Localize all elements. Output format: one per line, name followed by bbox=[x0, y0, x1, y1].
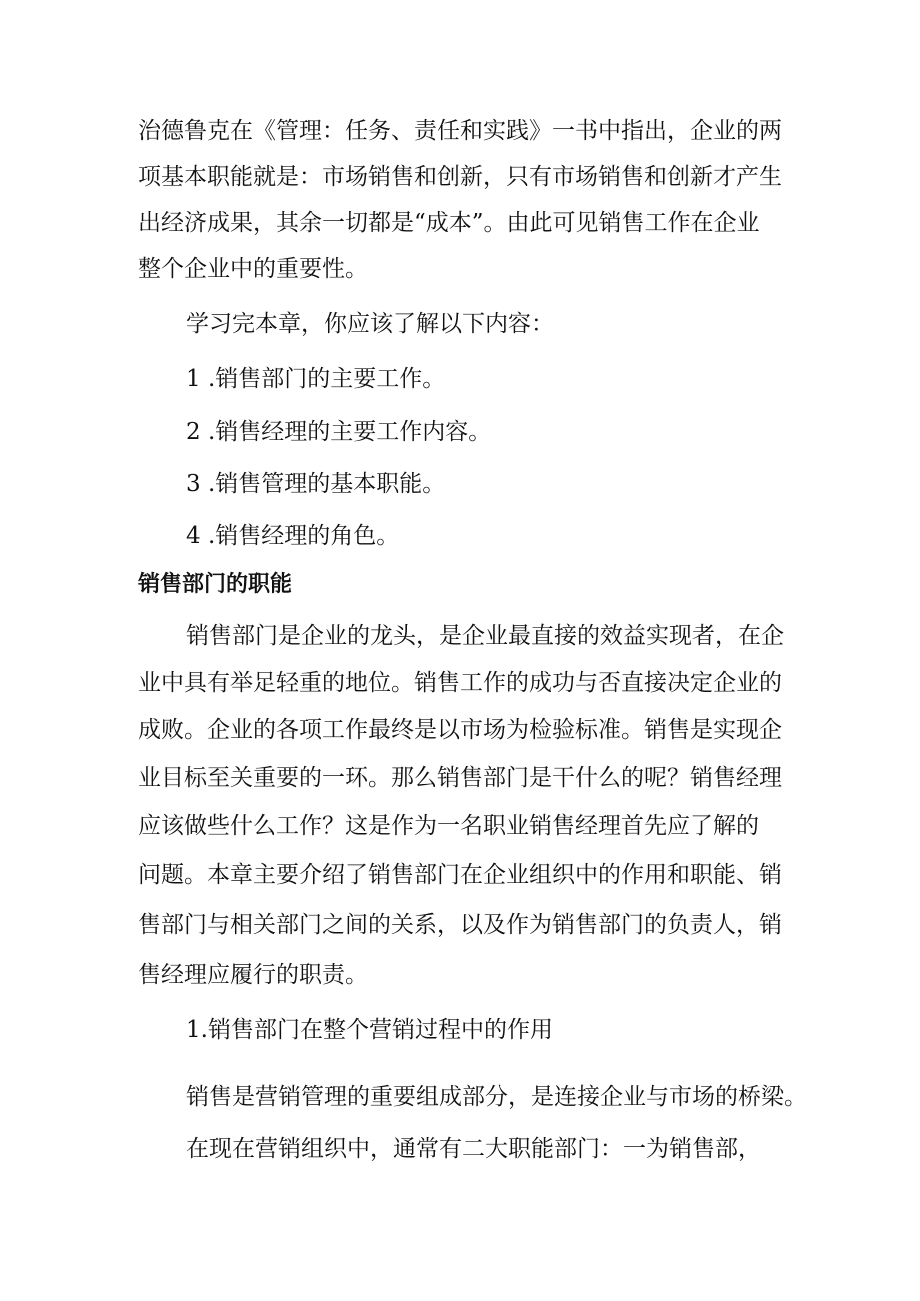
objective-item-2: 2 .销售经理的主要工作内容。 bbox=[186, 419, 492, 445]
objective-item-4: 4 .销售经理的角色。 bbox=[186, 523, 400, 549]
section-line-7: 售部门与相关部门之间的关系，以及作为销售部门的负责人，销 bbox=[138, 912, 782, 938]
objective-item-1: 1 .销售部门的主要工作。 bbox=[186, 366, 446, 392]
intro-line-3: 出经济成果，其余一切都是“成本”。由此可见销售工作在企业 bbox=[138, 210, 760, 236]
section-line-1: 销售部门是企业的龙头，是企业最直接的效益实现者，在企 bbox=[186, 623, 784, 649]
intro-line-4: 整个企业中的重要性。 bbox=[138, 256, 368, 282]
sub-line-1: 销售是营销管理的重要组成部分，是连接企业与市场的桥梁。 bbox=[186, 1084, 807, 1110]
section-line-2: 业中具有举足轻重的地位。销售工作的成功与否直接决定企业的 bbox=[138, 670, 782, 696]
section-heading: 销售部门的职能 bbox=[138, 572, 293, 597]
section-line-4: 业目标至关重要的一环。那么销售部门是干什么的呢？销售经理 bbox=[138, 765, 782, 791]
section-line-6: 问题。本章主要介绍了销售部门在企业组织中的作用和职能、销 bbox=[138, 862, 782, 888]
subheading: 1.销售部门在整个营销过程中的作用 bbox=[186, 1017, 553, 1043]
section-line-8: 售经理应履行的职责。 bbox=[138, 962, 368, 988]
objective-item-3: 3 .销售管理的基本职能。 bbox=[186, 471, 446, 497]
objectives-lead: 学习完本章，你应该了解以下内容： bbox=[186, 311, 554, 337]
intro-line-2: 项基本职能就是：市场销售和创新，只有市场销售和创新才产生 bbox=[138, 164, 782, 190]
section-line-5: 应该做些什么工作？这是作为一名职业销售经理首先应了解的 bbox=[138, 813, 759, 839]
intro-line-1: 治德鲁克在《管理：任务、责任和实践》一书中指出，企业的两 bbox=[138, 118, 782, 144]
section-line-3: 成败。企业的各项工作最终是以市场为检验标准。销售是实现企 bbox=[138, 717, 782, 743]
sub-line-2: 在现在营销组织中，通常有二大职能部门：一为销售部， bbox=[186, 1136, 761, 1162]
